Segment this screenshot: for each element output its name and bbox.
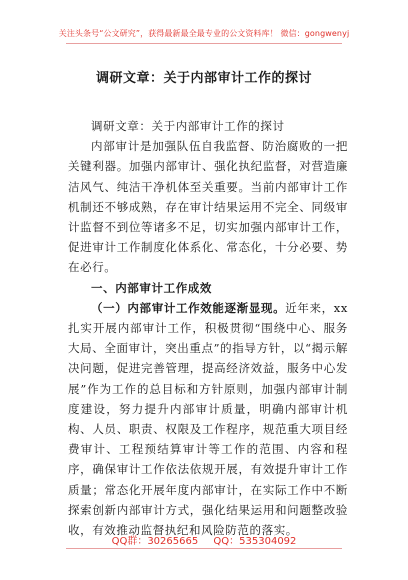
footer-divider — [66, 548, 342, 549]
footer-qq-group: QQ群：30265665 — [111, 536, 199, 547]
paragraph-1: 内部审计是加强队伍自我监督、防治腐败的一把关键利器。加强内部审计、强化执纪监督，对营造廉洁风气、纯洁干净机体至关重要。当前内部审计工作机制还不够成熟，存在审计结果运用不完全、同级审计监督不到位等诸多不足，切实加强内部审计工作，促进审计工作制度化体系化、常态化，十分必要、势在必行。 — [68, 139, 348, 275]
document-body — [68, 116, 348, 540]
subsection-1-lead: （一）内部审计工作效能逐渐显现。 — [91, 300, 286, 315]
footer-contact — [0, 532, 408, 547]
subsection-1-body: 近年来，xx扎实开展内部审计工作，积极贯彻“围绕中心、服务大局、全面审计，突出重点”的指导方针，以“揭示解决问题，促进完善管理，提高经济效益，服务中心发展”作为工作的总目标和方针原则，加强内部审计制度建设，努力提升内部审计质量，明确内部审计机构、人员、职责、权限及工作程序，规范重大项目经费审计、工程预结算审计等工作的范围、内容和程序，确保审计工作依法依规开展，有效提升审计工作质量；常态化开展年度内部审计，在实际工作中不断探索创新内部审计方式，强化结果运用和问题整改验收，有效推动监督执纪和风险防范的落实。 — [68, 300, 348, 538]
intro-title-line: 调研文章：关于内部审计工作的探讨 — [91, 119, 285, 133]
header-divider — [66, 43, 342, 44]
footer-qq: QQ：535304092 — [213, 536, 297, 547]
subsection-1-paragraph — [68, 298, 348, 540]
document-title: 调研文章：关于内部审计工作的探讨 — [95, 71, 312, 86]
header-banner: 关注头条号“公文研究”，获得最新最全最专业的公文资料库！ 微信：gongwenyj — [58, 29, 350, 38]
section-1-heading: 一、内部审计工作成效 — [91, 280, 212, 295]
